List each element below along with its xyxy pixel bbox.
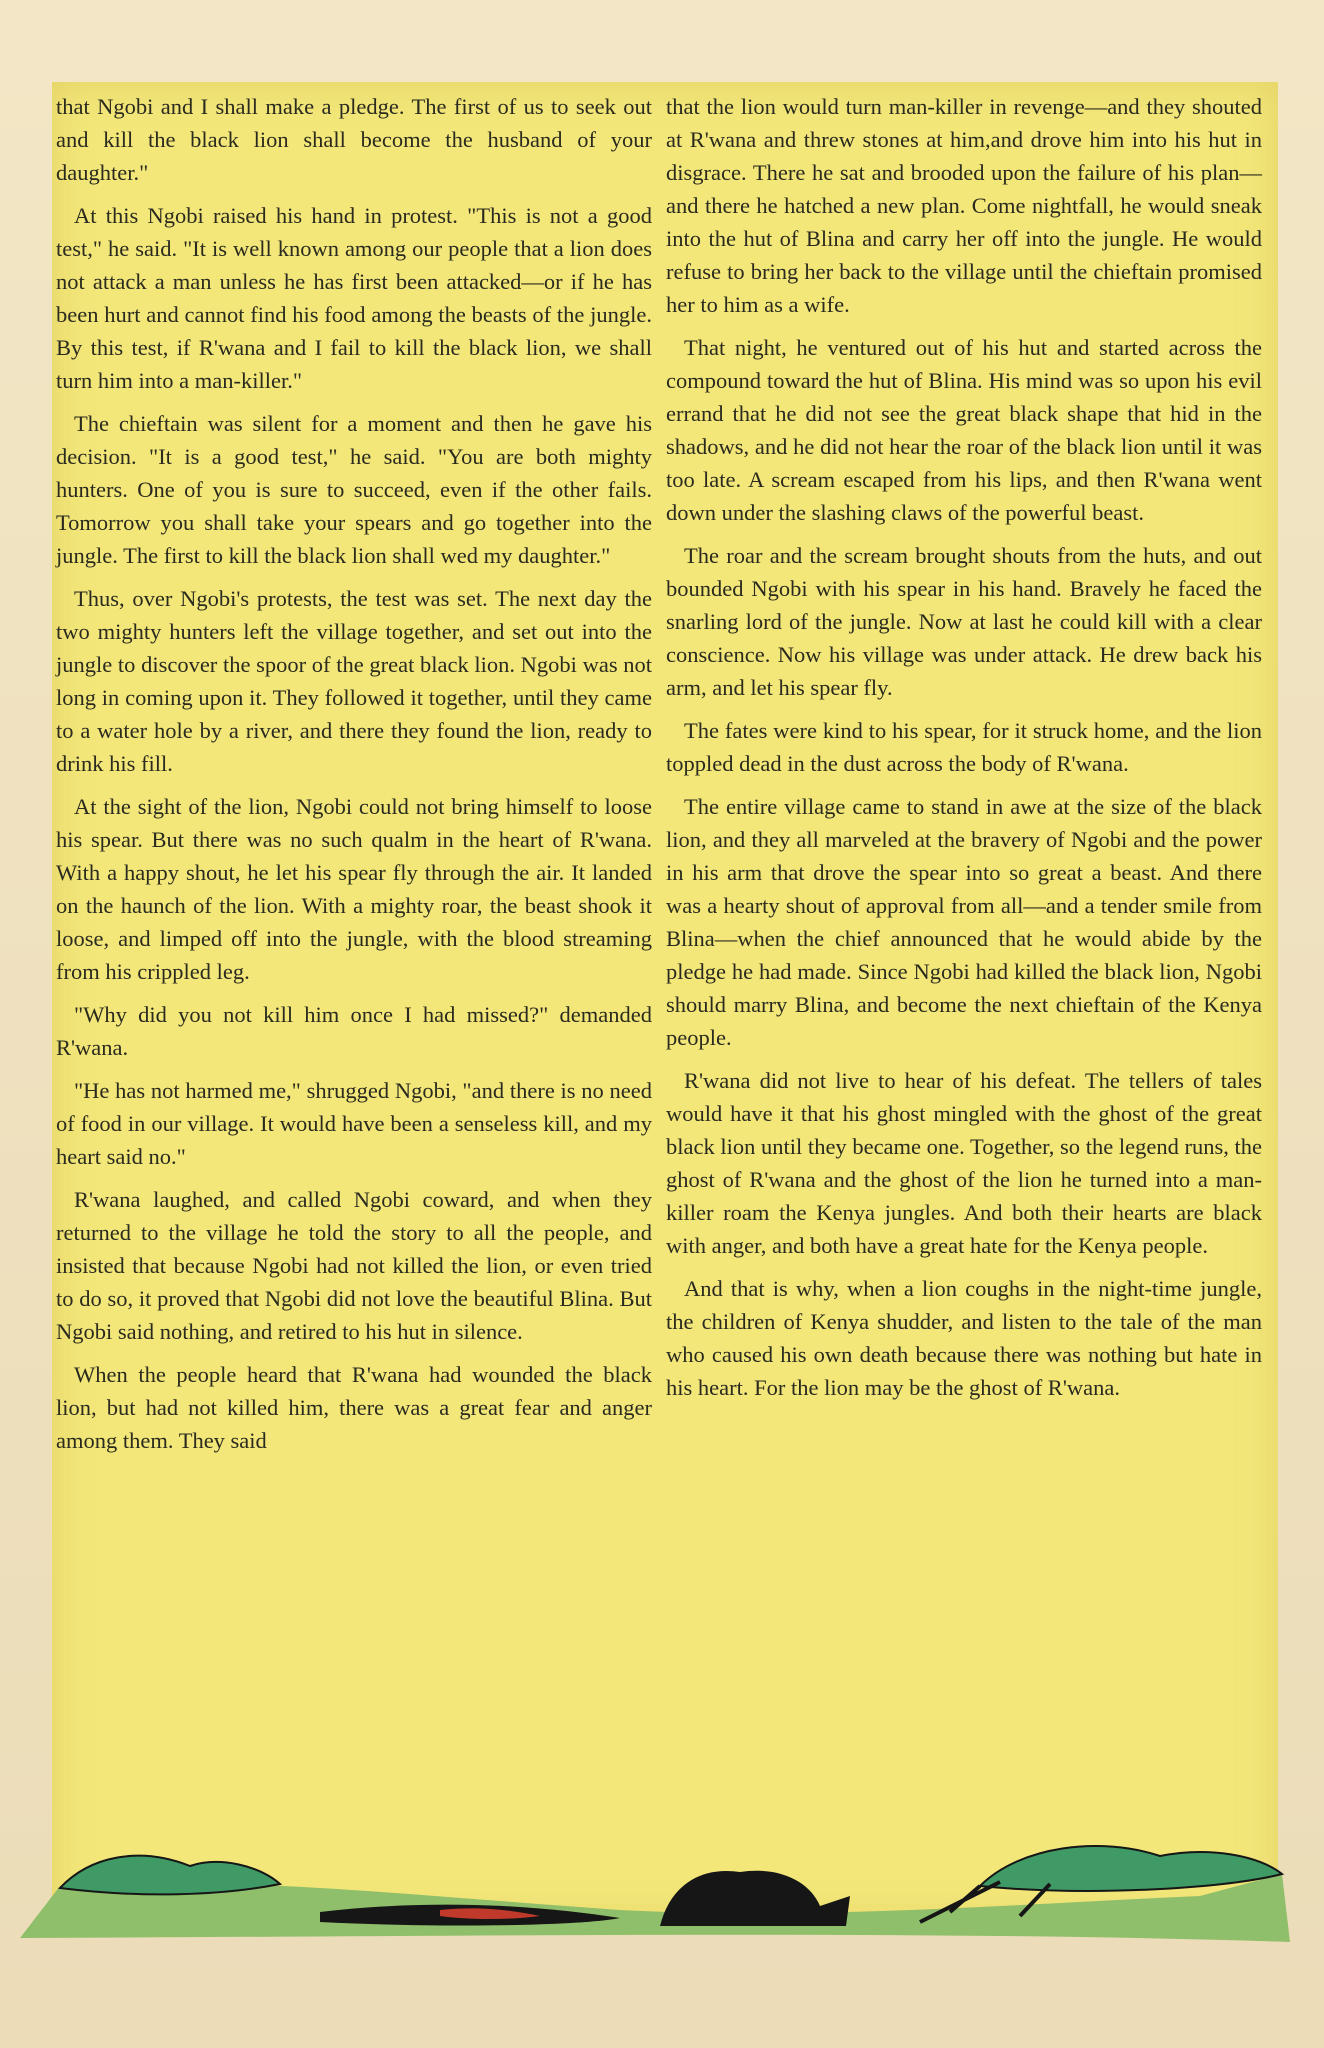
paragraph: The roar and the scream brought shouts from the huts, and out bounded Ngobi with his spear in his hand. Bravely he faced the snarling lord of the jungle. Now at last he could kill with a clear conscience. Now his village was under attack. He drew back his arm, and let his spear fly. (666, 543, 1262, 700)
paragraph: And that is why, when a lion coughs in the night-time jungle, the children of Kenya shudder, and listen to the tale of the man who caused his own death because there was nothing but hate in his heart. For the lion may be the ghost of R'wana. (666, 1276, 1262, 1400)
lion-silhouette-icon (660, 1871, 850, 1926)
paragraph: "He has not harmed me," shrugged Ngobi, "and there is no need of food in our village. It would have been a senseless kill, and my heart said no." (56, 1078, 652, 1169)
story-text-panel (52, 82, 1278, 1922)
paragraph: that Ngobi and I shall make a pledge. The first of us to seek out and kill the black lion shall become the husband of your daughter." (56, 94, 652, 185)
paragraph: When the people heard that R'wana had wounded the black lion, but had not killed him, there was a great fear and anger among them. They said (56, 1362, 652, 1453)
right-bush-illustration (980, 1846, 1282, 1891)
paragraph: "Why did you not kill him once I had missed?" demanded R'wana. (56, 1002, 652, 1060)
jungle-illustration (20, 1826, 1290, 1946)
paragraph: That night, he ventured out of his hut and started across the compound toward the hut of Blina. His mind was so upon his evil errand that he did not see the great black shape that hid in the shadows, and he did not hear the roar of the black lion until it was too late. A scream escaped from his lips, and then R'wana went down under the slashing claws of the powerful beast. (666, 335, 1262, 525)
paragraph: At this Ngobi raised his hand in protest. "This is not a good test," he said. "It is well known among our people that a lion does not attack a man unless he has first been attacked—or if he has been hurt and cannot find his food among the beasts of the jungle. By this test, if R'wana and I fail to kill the black lion, we shall turn him into a man-killer." (56, 203, 652, 393)
paragraph: R'wana did not live to hear of his defeat. The tellers of tales would have it that his ghost mingled with the ghost of the great black lion until they became one. Together, so the legend runs, the ghost of R'wana and the ghost of the lion he turned into a man-killer roam the Kenya jungles. And both their hearts are black with anger, and both have a great hate for the Kenya people. (666, 1068, 1262, 1258)
paragraph: Thus, over Ngobi's protests, the test was set. The next day the two mighty hunters left the village together, and set out into the jungle to discover the spoor of the great black lion. Ngobi was not long in coming upon it. They followed it together, until they came to a water hole by a river, and there they found the lion, ready to drink his fill. (56, 586, 652, 776)
paragraph: The chieftain was silent for a moment and then he gave his decision. "It is a good test," he said. "You are both mighty hunters. One of you is sure to succeed, even if the other fails. Tomorrow you shall take your spears and go together into the jungle. The first to kill the black lion shall wed my daughter." (56, 411, 652, 568)
right-text-column (666, 82, 1262, 1414)
left-text-column (56, 82, 652, 1467)
paragraph: The entire village came to stand in awe at the size of the black lion, and they all marveled at the bravery of Ngobi and the power in his arm that drove the spear into so great a beast. And there was a hearty shout of approval from all—and a tender smile from Blina—when the chief announced that he would abide by the pledge he had made. Since Ngobi had killed the black lion, Ngobi should marry Blina, and become the next chieftain of the Kenya people. (666, 794, 1262, 1050)
paragraph: R'wana laughed, and called Ngobi coward, and when they returned to the village he told the story to all the people, and insisted that because Ngobi had not killed the lion, or even tried to do so, it proved that Ngobi did not love the beautiful Blina. But Ngobi said nothing, and retired to his hut in silence. (56, 1187, 652, 1344)
left-bush-illustration (60, 1856, 280, 1895)
paragraph: The fates were kind to his spear, for it struck home, and the lion toppled dead in the dust across the body of R'wana. (666, 718, 1262, 776)
paragraph: At the sight of the lion, Ngobi could not bring himself to loose his spear. But there was no such qualm in the heart of R'wana. With a happy shout, he let his spear fly through the air. It landed on the haunch of the lion. With a mighty roar, the beast shook it loose, and limped off into the jungle, with the blood streaming from his crippled leg. (56, 794, 652, 984)
paragraph: that the lion would turn man-killer in revenge—and they shouted at R'wana and threw stones at him,and drove him into his hut in disgrace. There he sat and brooded upon the failure of his plan—and there he hatched a new plan. Come nightfall, he would sneak into the hut of Blina and carry her off into the jungle. He would refuse to bring her back to the village until the chieftain promised her to him as a wife. (666, 94, 1262, 317)
